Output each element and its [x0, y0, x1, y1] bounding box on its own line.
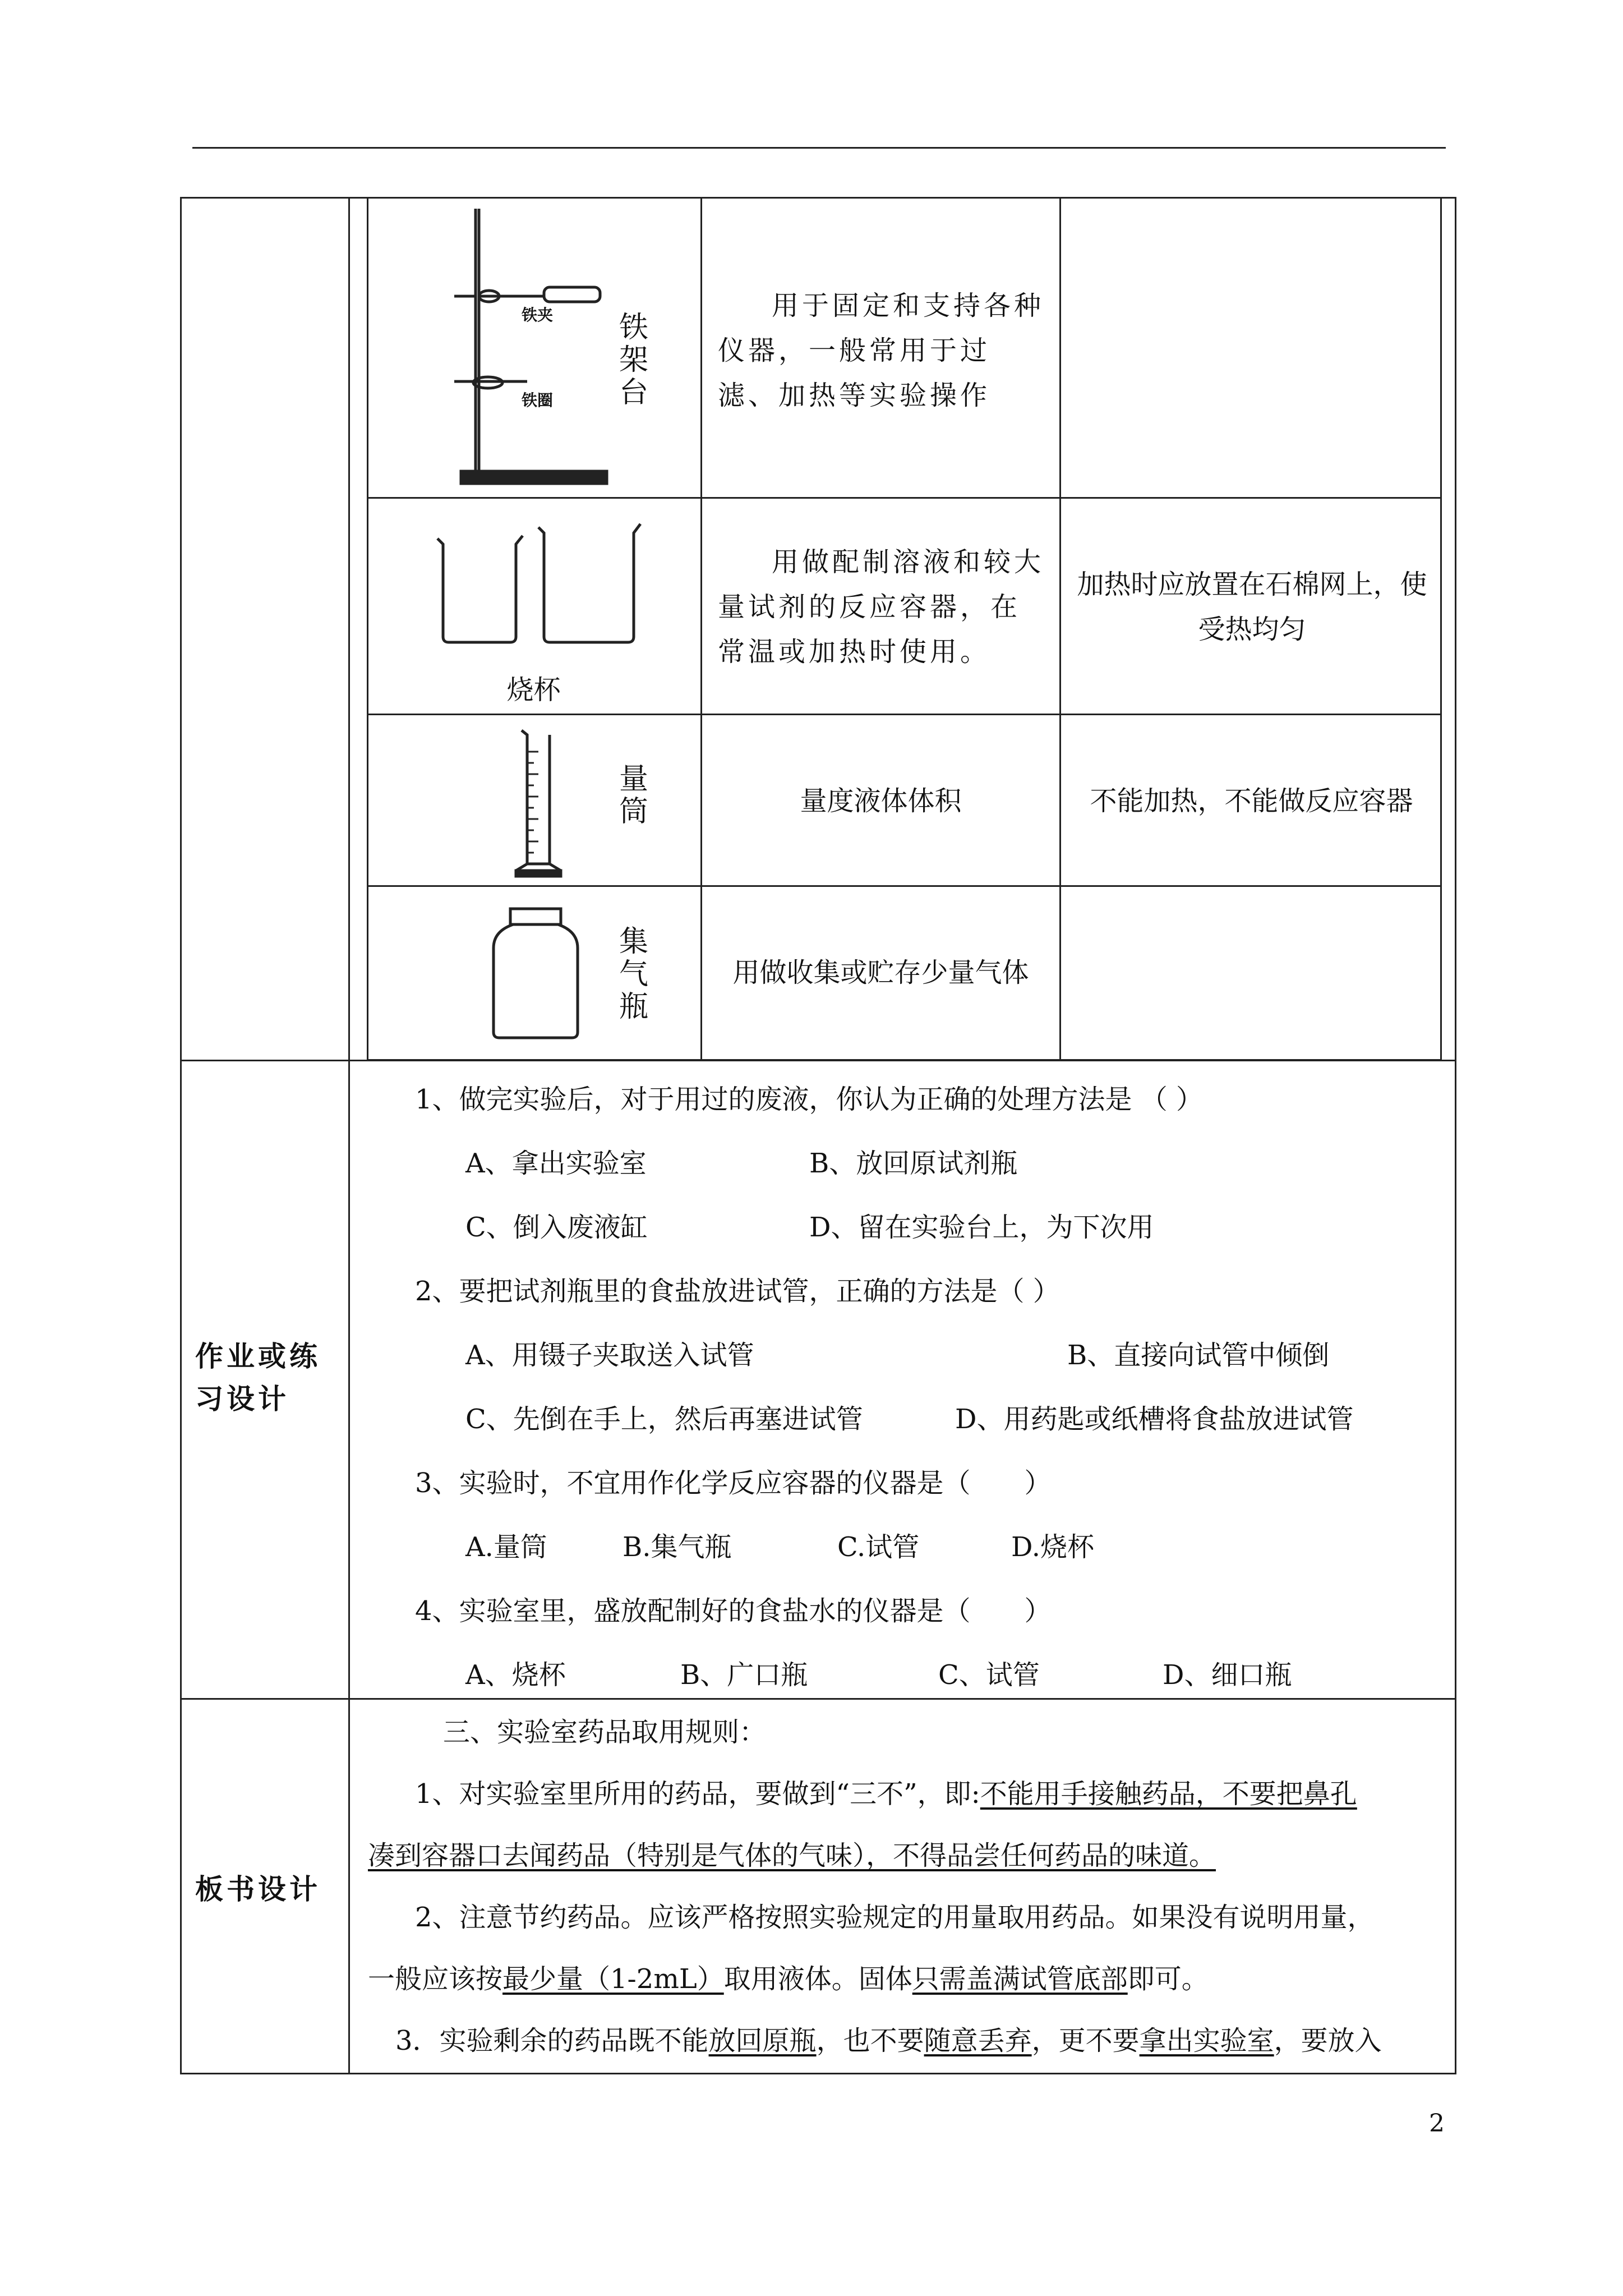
- beaker-use: 用做配制溶液和较大量试剂的反应容器，在常温或加热时使用。: [718, 546, 1045, 668]
- instrument-col-divider-2: [1059, 197, 1061, 1061]
- instrument-row-divider-3: [367, 885, 1442, 887]
- gas-jar-illustration: [488, 903, 583, 1043]
- question-4-option-a: A、烧杯: [465, 1659, 566, 1691]
- question-2-stem: 2、要把试剂瓶里的食盐放进试管，正确的方法是（ ）: [415, 1276, 1060, 1307]
- question-4-option-c: C、试管: [938, 1659, 1040, 1691]
- beaker-illustration: [432, 516, 645, 645]
- board-rule-1-underlined-1: 不能用手接触药品，不要把鼻孔: [980, 1778, 1357, 1810]
- iron-stand-illustration: [437, 202, 623, 494]
- question-4-stem: 4、实验室里，盛放配制好的食盐水的仪器是（ ）: [415, 1595, 1052, 1627]
- question-2-option-c: C、先倒在手上，然后再塞进试管: [465, 1404, 863, 1435]
- question-4-option-b: B、广口瓶: [680, 1659, 808, 1691]
- instrument-row-divider-1: [367, 497, 1442, 499]
- iron-stand-name: 铁架台: [619, 311, 648, 409]
- question-2-option-a: A、用镊子夹取送入试管: [465, 1340, 754, 1371]
- board-rule-2-line-1: 2、注意节约药品。应该严格按照实验规定的用量取用药品。如果没有说明用量，: [415, 1902, 1375, 1933]
- question-4-option-d: D、细口瓶: [1163, 1659, 1292, 1691]
- question-3-stem: 3、实验时，不宜用作化学反应容器的仪器是（ ）: [415, 1467, 1052, 1499]
- instrument-col-divider-1: [700, 197, 702, 1061]
- iron-clamp-label: 铁夹: [522, 306, 554, 324]
- homework-label: 作业或练习设计: [195, 1340, 321, 1415]
- graduated-cylinder-use: 量度液体体积: [800, 785, 962, 817]
- question-1-option-c: C、倒入废液缸: [465, 1212, 648, 1243]
- question-3-option-a: A.量筒: [465, 1531, 547, 1563]
- beaker-note: 加热时应放置在石棉网上，使受热均匀: [1077, 569, 1427, 645]
- question-1-option-b: B、放回原试剂瓶: [809, 1148, 1018, 1179]
- gas-jar-use: 用做收集或贮存少量气体: [732, 957, 1029, 988]
- graduated-cylinder-illustration: [505, 724, 572, 881]
- board-rule-1-underlined-2: 凑到容器口去闻药品（特别是气体的气味），不得品尝任何药品的味道。: [368, 1840, 1216, 1871]
- question-3-option-c: C.试管: [837, 1531, 920, 1563]
- question-3-option-b: B.集气瓶: [623, 1531, 732, 1563]
- graduated-cylinder-note: 不能加热，不能做反应容器: [1090, 785, 1413, 817]
- board-design-label: 板书设计: [195, 1873, 321, 1906]
- label-column-divider: [348, 197, 350, 2074]
- board-rule-1-line-2: [368, 1839, 1216, 1872]
- beaker-name: 烧杯: [506, 674, 561, 706]
- header-rule: [192, 147, 1446, 149]
- board-heading: 三、实验室药品取用规则：: [443, 1717, 767, 1748]
- question-1-option-a: A、拿出实验室: [465, 1148, 647, 1179]
- gas-jar-name: 集气瓶: [619, 925, 648, 1024]
- iron-stand-use: 用于固定和支持各种仪器，一般常用于过滤、加热等实验操作: [718, 290, 1045, 411]
- row-divider-board: [180, 1698, 1456, 1700]
- graduated-cylinder-name: 量筒: [619, 762, 648, 829]
- board-rule-3-line-1: 3．实验剩余的药品既不能放回原瓶，也不要随意丢弃，更不要拿出实验室，要放入: [395, 2025, 1382, 2056]
- question-1-option-d: D、留在实验台上，为下次用: [809, 1212, 1154, 1243]
- board-rule-1-line-1: 1、对实验室里所用的药品，要做到“三不”，即:不能用手接触药品，不要把鼻孔: [415, 1778, 1357, 1810]
- question-2-option-b: B、直接向试管中倾倒: [1067, 1340, 1330, 1371]
- question-3-option-d: D.烧杯: [1011, 1531, 1095, 1563]
- instrument-row-divider-2: [367, 714, 1442, 715]
- question-2-option-d: D、用药匙或纸槽将食盐放进试管: [955, 1404, 1354, 1435]
- board-rule-2-line-2: 一般应该按最少量（1-2mL）取用液体。固体只需盖满试管底部即可。: [368, 1963, 1209, 1995]
- question-1-stem: 1、做完实验后，对于用过的废液，你认为正确的处理方法是 （ ）: [415, 1084, 1204, 1115]
- page-number: 2: [1429, 2109, 1445, 2138]
- iron-ring-label: 铁圈: [522, 391, 554, 409]
